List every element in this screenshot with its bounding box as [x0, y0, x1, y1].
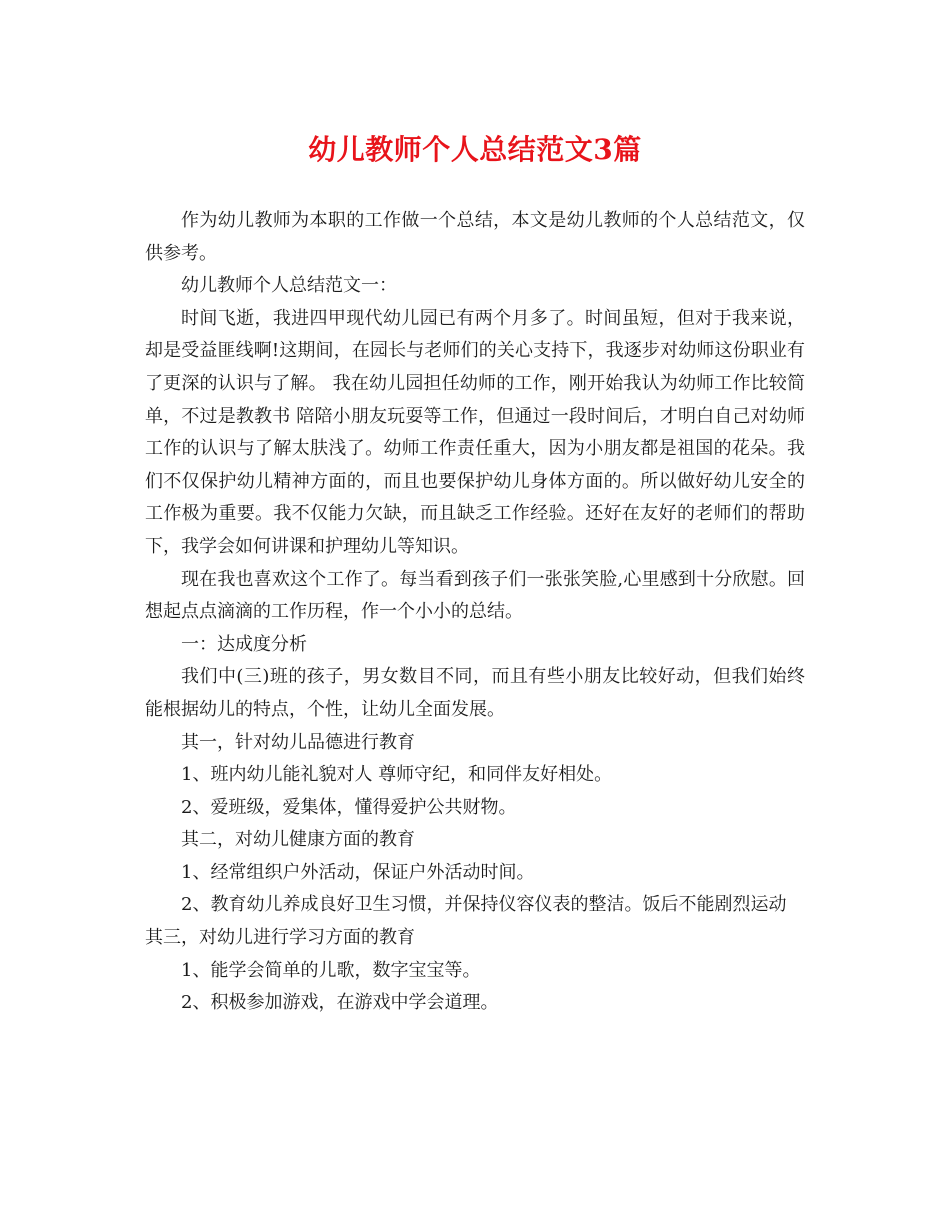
paragraph-heading-analysis: 一：达成度分析	[181, 633, 307, 655]
paragraph-study-1: 1、能学会简单的儿歌，数字宝宝等。	[181, 959, 481, 981]
paragraph-section-heading: 幼儿教师个人总结范文一：	[181, 275, 397, 297]
paragraph-heading-moral: 其一，针对幼儿品德进行教育	[181, 731, 415, 753]
paragraph-health-2: 2、教育幼儿养成良好卫生习惯，并保持仪容仪表的整洁。饭后不能剧烈运动	[181, 894, 787, 916]
paragraph-heading-study: 其三，对幼儿进行学习方面的教育	[145, 927, 415, 949]
paragraph-main: 时间飞逝，我进四甲现代幼儿园已有两个月多了。时间虽短，但对于我来说，却是受益匪线啊!这期间，在园长与老师们的关心支持下，我逐步对幼师这份职业有了更深的认识与了解。 我在幼儿园担任幼师的工作，刚开始我认为幼师工作比较简单，不过是教教书 陪陪小朋友玩耍等工作，但通过一段时间后，才明白自己对幼师工作的认识与了解太肤浅了。幼师工作责任重大，因为小朋友都是祖国的花朵。我们不仅保护幼儿精神方面的，而且也要保护幼儿身体方面的。所以做好幼儿安全的工作极为重要。我不仅能力欠缺，而且缺乏工作经验。还好在友好的老师们的帮助下，我学会如何讲课和护理幼儿等知识。	[145, 307, 805, 557]
paragraph-health-1: 1、经常组织户外活动，保证户外活动时间。	[181, 861, 535, 883]
paragraph-moral-2: 2、爱班级，爱集体，懂得爱护公共财物。	[181, 796, 517, 818]
paragraph-intro: 作为幼儿教师为本职的工作做一个总结，本文是幼儿教师的个人总结范文，仅供参考。	[145, 210, 805, 264]
paragraph-heading-health: 其二，对幼儿健康方面的教育	[181, 829, 415, 851]
document-body	[145, 205, 805, 1020]
paragraph-class: 我们中(三)班的孩子，男女数目不同，而且有些小朋友比较好动，但我们始终能根据幼儿的特点，个性，让幼儿全面发展。	[145, 666, 805, 720]
paragraph-study-2: 2、积极参加游戏，在游戏中学会道理。	[181, 992, 499, 1014]
paragraph-feeling: 现在我也喜欢这个工作了。每当看到孩子们一张张笑脸,心里感到十分欣慰。回想起点点滴滴的工作历程，作一个小小的总结。	[145, 568, 805, 623]
paragraph-moral-1: 1、班内幼儿能礼貌对人 尊师守纪，和同伴友好相处。	[181, 764, 613, 786]
document-title: 幼儿教师个人总结范文3篇	[308, 133, 642, 166]
